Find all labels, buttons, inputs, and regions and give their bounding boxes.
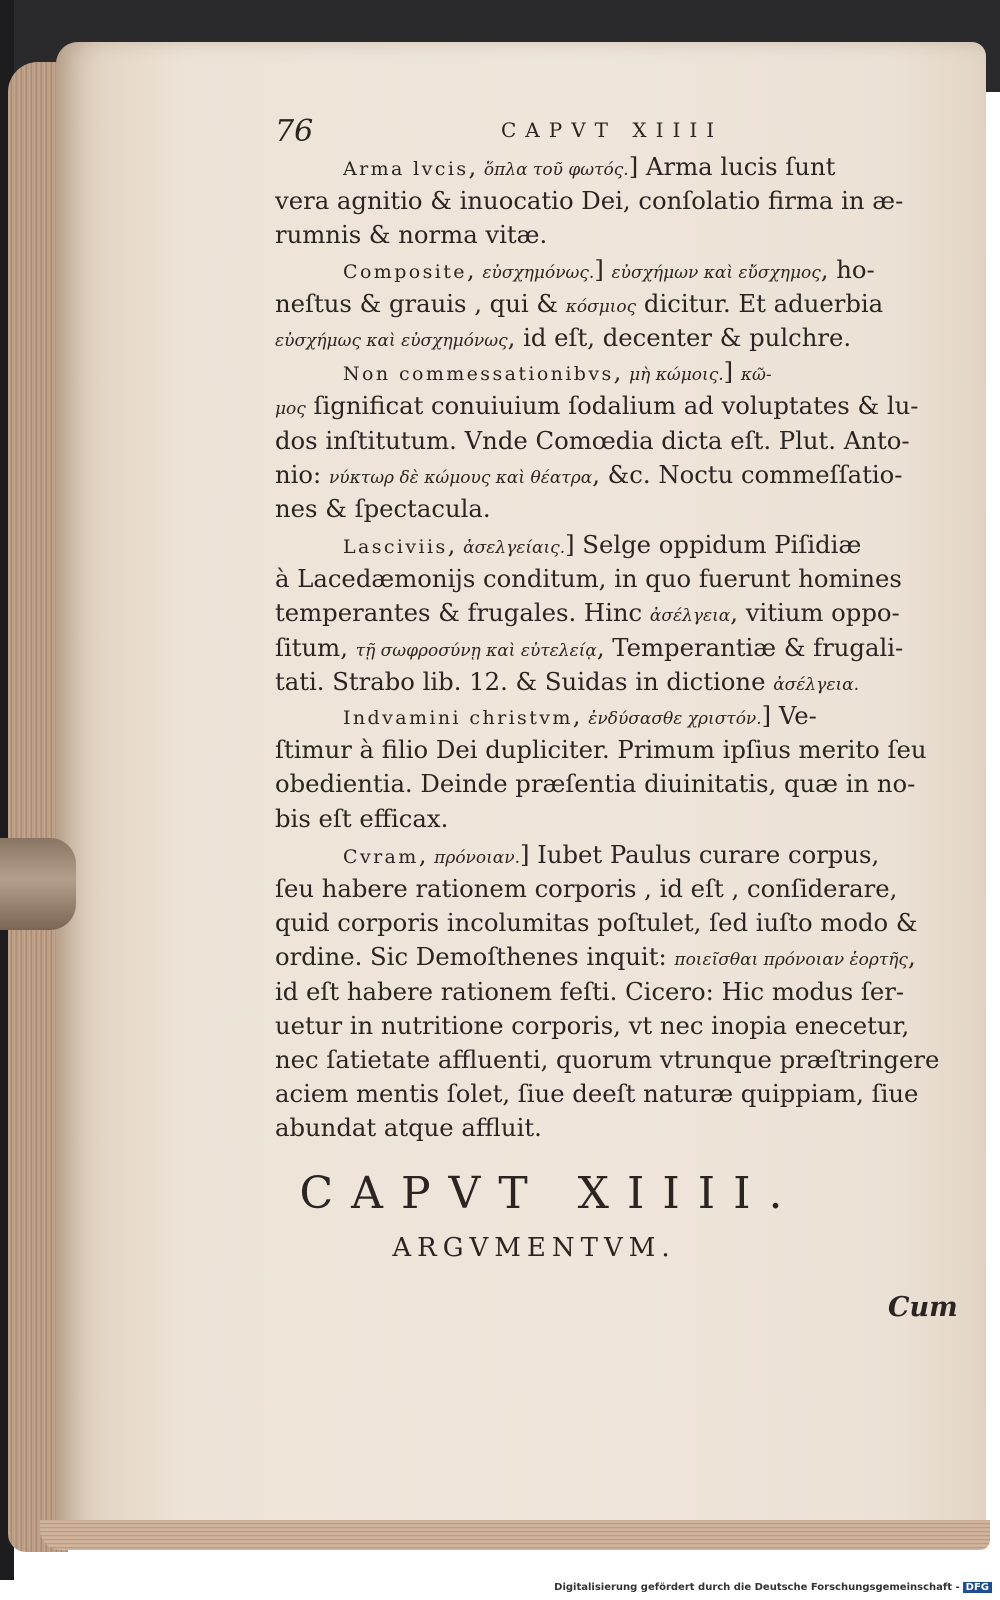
greek-text: μὴ κώμοις. — [629, 365, 724, 386]
greek-text: ἀσέλγεια. — [773, 674, 860, 695]
text-line — [275, 802, 965, 836]
latin-text: , Temperantiæ & frugali- — [596, 632, 904, 662]
text-line — [275, 150, 965, 184]
latin-text: nec ſatietate affluenti, quorum vtrunque præſtringere — [275, 1044, 940, 1074]
bottom-page-edges — [40, 1520, 990, 1550]
greek-text: νύκτωρ δὲ κώμους καὶ θέατρα — [328, 467, 593, 488]
latin-text: rumnis & norma vitæ. — [275, 220, 548, 250]
greek-text: εὐσχήμως καὶ εὐσχημόνως — [275, 330, 508, 351]
latin-text: , vitium oppo- — [730, 598, 900, 628]
latin-text: , — [418, 839, 435, 869]
latin-text: ſitum, — [275, 632, 356, 662]
greek-text: πρόνοιαν. — [434, 847, 521, 868]
text-line — [275, 1077, 965, 1111]
text-line — [275, 321, 965, 355]
text-line — [275, 355, 965, 389]
text-line — [275, 596, 965, 630]
text-line — [275, 253, 965, 287]
text-line — [275, 458, 965, 492]
text-line — [275, 492, 965, 526]
text-line — [275, 184, 965, 218]
text-line — [275, 733, 965, 767]
latin-text: ] Arma lucis ſunt — [628, 152, 836, 181]
text-line — [275, 1043, 965, 1077]
text-line — [275, 665, 965, 699]
latin-text: dicitur. Et aduerbia — [636, 288, 884, 318]
latin-text: , &c. Noctu commeſſatio- — [592, 459, 903, 489]
greek-text: μος — [275, 399, 306, 420]
catchword: Cum — [888, 1292, 958, 1323]
latin-text: ] Selge oppidum Piſidiæ — [565, 530, 862, 560]
latin-text: , — [613, 357, 630, 387]
lemma: Indvamini christvm — [343, 707, 573, 729]
latin-text: ſignificat conuiuium ſodalium ad voluptates & lu- — [305, 391, 919, 421]
greek-text: ἐνδύσασθε χριστόν. — [588, 709, 762, 729]
latin-text: , — [466, 254, 483, 284]
latin-text: uetur in nutritione corporis, vt nec inopia enecetur, — [275, 1010, 910, 1040]
greek-text: κῶ- — [740, 365, 772, 386]
latin-text: aciem mentis ſolet, ſiue deeſt naturæ quippiam, ſiue — [275, 1079, 919, 1109]
text-line — [275, 838, 965, 872]
text-line — [275, 699, 965, 733]
lemma: Arma lvcis — [343, 158, 469, 180]
text-line — [275, 424, 965, 458]
page-header — [275, 112, 965, 152]
text-line — [275, 1009, 965, 1043]
latin-text: tati. Strabo lib. 12. & Suidas in dictione — [275, 666, 774, 696]
text-line — [275, 940, 965, 974]
greek-text: ὅπλα τοῦ φωτός. — [483, 160, 629, 180]
text-line — [275, 631, 965, 665]
credit-text: Digitalisierung gefördert durch die Deutsche Forschungsgemeinschaft - — [554, 1582, 960, 1593]
latin-text: id eſt habere rationem feſti. Cicero: Hic modus ſer- — [275, 976, 905, 1006]
latin-text: ſtimur à filio Dei dupliciter. Primum ipſius merito ſeu — [275, 735, 927, 765]
lemma: Lascivіis — [343, 536, 448, 559]
greek-text: ἀσέλγεια — [649, 606, 731, 627]
text-line — [275, 562, 965, 596]
chapter-heading: CAPVT XIIII. — [299, 1168, 801, 1219]
latin-text: , — [907, 942, 916, 972]
latin-text: nes & ſpectacula. — [275, 493, 491, 523]
greek-text: εὐσχήμων καὶ εὔσχημος — [611, 262, 821, 283]
latin-text: , — [447, 530, 464, 560]
latin-text: vera agnitio & inuocatio Dei, conſolatio firma in æ- — [275, 186, 904, 216]
digitization-credit — [554, 1582, 992, 1593]
lemma: Non commessationibvs — [343, 363, 614, 386]
latin-text: , — [572, 701, 589, 730]
latin-text: ordine. Sic Demoſthenes inquit: — [275, 942, 675, 972]
argument-heading: ARGVMENTVM. — [392, 1233, 676, 1263]
text-line — [275, 872, 965, 906]
text-line — [275, 767, 965, 801]
latin-text: bis eſt efficax. — [275, 803, 449, 833]
text-line — [275, 287, 965, 321]
greek-text: τῇ σωφροσύνῃ καὶ εὐτελείᾳ — [355, 640, 597, 661]
page-number: 76 — [275, 114, 314, 149]
greek-text: ἀσελγείαις. — [463, 538, 566, 559]
latin-text: ] Ve- — [761, 701, 817, 730]
greek-text: εὐσχημόνως. — [482, 262, 595, 283]
dfg-logo: DFG — [963, 1582, 992, 1593]
text-line — [275, 906, 965, 940]
running-head: CAPVT XIIII — [501, 118, 724, 142]
latin-text: dos inſtitutum. Vnde Comœdia dicta eſt. Plut. Anto- — [275, 425, 910, 455]
latin-text: , — [468, 152, 484, 181]
text-line — [275, 218, 965, 252]
text-line — [275, 1111, 965, 1145]
text-line — [275, 975, 965, 1009]
greek-text: κόσμιος — [565, 296, 637, 317]
body-text — [275, 150, 965, 1145]
latin-text: à Lacedæmonijs conditum, in quo fuerunt homines — [275, 564, 902, 594]
latin-text: ] — [594, 254, 612, 284]
book-clasp — [0, 838, 76, 930]
lemma: Composite — [343, 260, 467, 283]
latin-text: obedientia. Deinde præſentia diuinitatis, quæ in no- — [275, 769, 916, 799]
text-line — [275, 528, 965, 562]
latin-text: quid corporis incolumitas poſtulet, ſed iuſto modo & — [275, 908, 918, 938]
latin-text: ] Iubet Paulus curare corpus, — [520, 839, 880, 869]
latin-text: ſeu habere rationem corporis , id eſt , conſiderare, — [275, 873, 898, 903]
latin-text: , id eſt, decenter & pulchre. — [507, 322, 852, 352]
latin-text: , ho- — [820, 254, 875, 284]
text-line — [275, 389, 965, 423]
latin-text: neſtus & grauis , qui & — [275, 288, 566, 318]
latin-text: ] — [723, 357, 741, 387]
latin-text: temperantes & frugales. Hinc — [275, 598, 650, 628]
lemma: Cvram — [343, 845, 419, 868]
latin-text: nio: — [275, 459, 329, 489]
latin-text: abundat atque affluit. — [275, 1113, 542, 1143]
greek-text: ποιεῖσθαι πρόνοιαν ἑορτῆς — [674, 950, 908, 971]
